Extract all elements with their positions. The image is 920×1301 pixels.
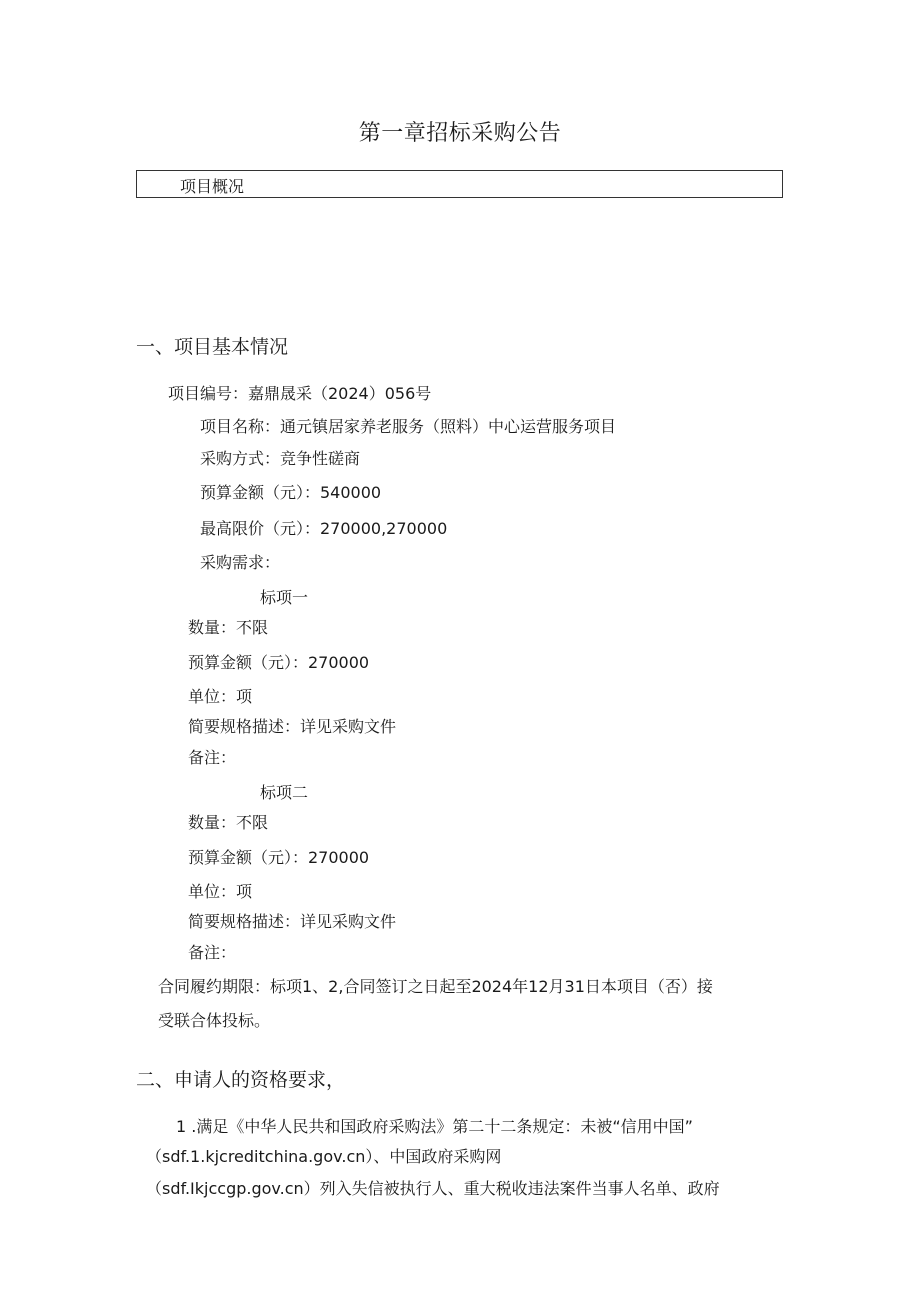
lot1-name: 标项一 — [260, 588, 309, 607]
lot1-remark: 备注： — [188, 748, 237, 767]
lot2-budget: 预算金额（元）：270000 — [188, 848, 370, 867]
lot2-spec: 简要规格描述：详见采购文件 — [188, 912, 397, 931]
project-name: 项目名称：通元镇居家养老服务（照料）中心运营服务项目 — [200, 417, 617, 436]
procurement-method: 采购方式：竞争性磋商 — [200, 449, 361, 468]
qualification-item1-line1: 1 .满足《中华人民共和国政府采购法》第二十二条规定：未被“信用中国” — [176, 1117, 693, 1136]
budget-amount: 预算金额（元）：540000 — [200, 483, 382, 502]
lot1-budget: 预算金额（元）：270000 — [188, 653, 370, 672]
contract-period-line2: 受联合体投标。 — [158, 1011, 271, 1030]
lot2-name: 标项二 — [260, 783, 309, 802]
lot2-unit: 单位：项 — [188, 882, 253, 901]
lot2-quantity: 数量：不限 — [188, 813, 269, 832]
lot2-remark: 备注： — [188, 943, 237, 962]
project-number: 项目编号：嘉鼎晟采（2024）056号 — [168, 384, 432, 403]
procurement-demand-label: 采购需求： — [200, 553, 281, 572]
contract-period-line1: 合同履约期限：标项1、2,合同签订之日起至2024年12月31日本项目（否）接 — [158, 977, 713, 996]
qualification-item1-line3: （sdf.Ikjccgp.gov.cn）列入失信被执行人、重大税收违法案件当事人名单、政府 — [146, 1179, 720, 1198]
lot1-unit: 单位：项 — [188, 687, 253, 706]
lot1-quantity: 数量：不限 — [188, 618, 269, 637]
overview-box — [136, 170, 783, 198]
section1-heading: 一、项目基本情况 — [136, 336, 289, 358]
lot1-spec: 简要规格描述：详见采购文件 — [188, 717, 397, 736]
chapter-title: 第一章招标采购公告 — [358, 121, 562, 146]
qualification-item1-line2: （sdf.1.kjcreditchina.gov.cn）、中国政府采购网 — [146, 1147, 502, 1166]
section2-heading: 二、申请人的资格要求， — [136, 1069, 346, 1091]
max-price: 最高限价（元）：270000,270000 — [200, 519, 448, 538]
overview-box-label: 项目概况 — [180, 177, 245, 196]
